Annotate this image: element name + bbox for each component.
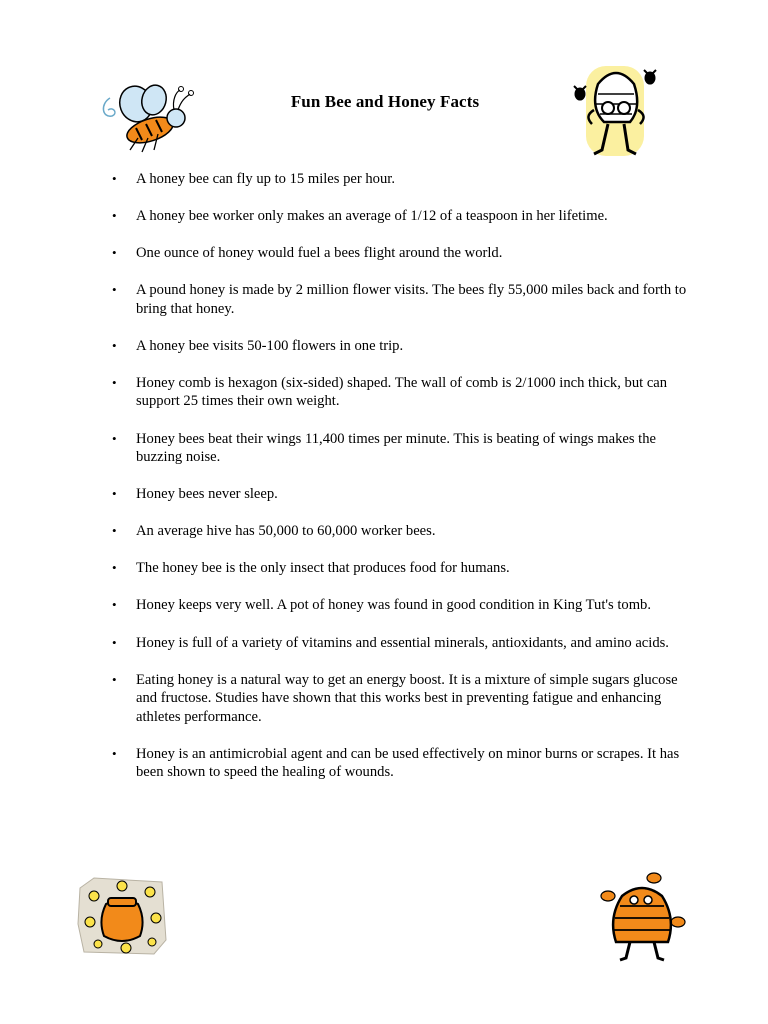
bullet-icon: • bbox=[112, 486, 117, 502]
list-item bbox=[0, 430, 768, 467]
list-item bbox=[0, 596, 768, 615]
list-item bbox=[0, 207, 768, 226]
bullet-icon: • bbox=[112, 208, 117, 224]
bullet-icon: • bbox=[112, 245, 117, 261]
bullet-icon: • bbox=[112, 560, 117, 576]
flying-bee-icon bbox=[96, 78, 198, 160]
bullet-icon: • bbox=[112, 671, 117, 687]
beehive-character-icon bbox=[568, 64, 660, 168]
bullet-icon: • bbox=[112, 597, 117, 613]
list-item bbox=[0, 374, 768, 411]
list-item bbox=[0, 170, 768, 189]
fact-text: Honey comb is hexagon (six-sided) shaped. The wall of comb is 2/1000 inch thick, but can support 25 times their own weight. bbox=[136, 374, 668, 410]
bullet-icon: • bbox=[112, 523, 117, 539]
honey-pot-icon bbox=[76, 874, 168, 958]
fact-text: The honey bee is the only insect that produces food for humans. bbox=[136, 560, 510, 577]
list-item bbox=[0, 485, 768, 504]
fact-text: An average hive has 50,000 to 60,000 worker bees. bbox=[136, 523, 436, 540]
bullet-icon: • bbox=[112, 745, 117, 761]
fact-text: One ounce of honey would fuel a bees flight around the world. bbox=[136, 245, 503, 262]
bullet-icon: • bbox=[112, 634, 117, 650]
fact-text: Honey is full of a variety of vitamins and essential minerals, antioxidants, and amino acids. bbox=[136, 634, 669, 651]
list-item bbox=[0, 522, 768, 541]
page-title: Fun Bee and Honey Facts bbox=[290, 92, 480, 111]
list-item bbox=[0, 559, 768, 578]
fact-text: A honey bee visits 50-100 flowers in one trip. bbox=[136, 337, 404, 354]
fact-text: A honey bee worker only makes an average of 1/12 of a teaspoon in her lifetime. bbox=[136, 208, 608, 225]
facts-list bbox=[0, 170, 768, 800]
list-item bbox=[0, 337, 768, 356]
fact-text: A honey bee can fly up to 15 miles per hour. bbox=[136, 171, 395, 187]
fact-text: Honey bees never sleep. bbox=[136, 486, 278, 503]
bullet-icon: • bbox=[112, 282, 117, 298]
bullet-icon: • bbox=[112, 337, 117, 353]
list-item bbox=[0, 244, 768, 263]
bullet-icon: • bbox=[112, 430, 117, 446]
list-item bbox=[0, 634, 768, 653]
bullet-icon: • bbox=[112, 374, 117, 390]
fact-text: Honey bees beat their wings 11,400 times per minute. This is beating of wings makes the buzzing noise. bbox=[136, 430, 657, 466]
fact-text: A pound honey is made by 2 million flower visits. The bees fly 55,000 miles back and forth to bring that honey. bbox=[136, 282, 687, 317]
list-item bbox=[0, 745, 768, 782]
bullet-icon: • bbox=[112, 171, 117, 186]
fact-text: Eating honey is a natural way to get an energy boost. It is a mixture of simple sugars glucose and fructose. Studies have shown that this works best in preventing fatigue and enhancing athletes performance. bbox=[136, 671, 678, 725]
list-item bbox=[0, 671, 768, 727]
fact-text: Honey is an antimicrobial agent and can be used effectively on minor burns or scrapes. It has been shown to speed the healing of wounds. bbox=[136, 745, 680, 781]
fact-text: Honey keeps very well. A pot of honey was found in good condition in King Tut's tomb. bbox=[136, 597, 652, 614]
beehive-icon bbox=[596, 866, 688, 964]
list-item bbox=[0, 281, 768, 318]
